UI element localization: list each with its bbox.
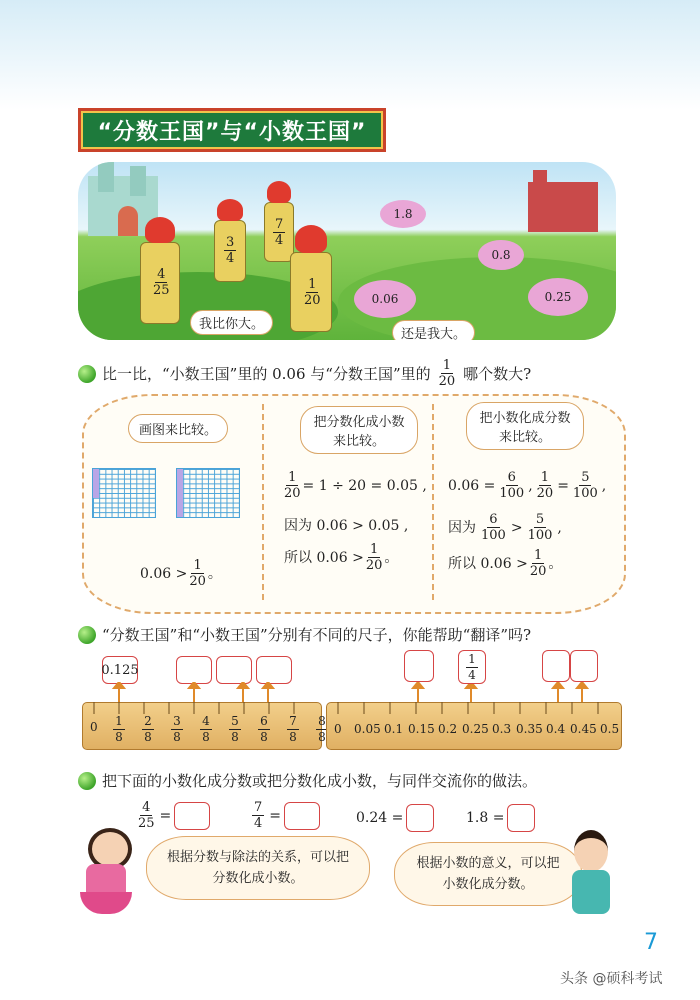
character-fraction: $\frac{1}{20}$ (304, 277, 321, 308)
answer-box[interactable] (174, 802, 210, 830)
answer-box[interactable] (542, 650, 570, 682)
character-fraction: $\frac{3}{4}$ (226, 235, 235, 266)
decimal-creature: 1.8 (380, 200, 426, 228)
method-line: 因为 0.06 > 0.05 , (284, 518, 409, 534)
character-hat (295, 225, 327, 253)
character-fraction: $\frac{4}{25}$ (153, 267, 170, 298)
answer-box[interactable] (406, 804, 434, 832)
method-line: 所以 0.06 > $\frac{1}{20}$ 。 (284, 542, 399, 573)
exercise: $\frac{7}{4}$ = (250, 800, 320, 831)
green-bullet-icon (78, 626, 96, 644)
decimal-creature: 0.8 (478, 240, 524, 270)
answer-box[interactable] (404, 650, 434, 682)
question-text: 把下面的小数化成分数或把分数化成小数，与同伴交流你的做法。 (102, 772, 538, 790)
kingdom-illustration (78, 162, 616, 340)
question-text: “分数王国”和“小数王国”分别有不同的尺子，你能帮助“翻译”吗? (102, 626, 532, 644)
exercise: 0.24 = (356, 804, 434, 832)
watermark: 头条 @硕科考试 (560, 971, 663, 987)
decimal-ruler-ticks (326, 702, 620, 716)
answer-box[interactable] (507, 804, 535, 832)
answer-box[interactable] (256, 656, 292, 684)
divider (432, 404, 434, 600)
character-hat (267, 181, 291, 203)
answer-box[interactable] (570, 650, 598, 682)
page-title: “分数王国”与“小数王国” (78, 108, 386, 152)
fraction-character (140, 242, 180, 324)
question-1 (78, 358, 531, 389)
decimal-creature: 0.25 (528, 278, 588, 316)
question-2 (78, 624, 531, 645)
character-hat (145, 217, 175, 243)
method-result: 0.06 > $\frac{1}{20}$ 。 (140, 558, 222, 589)
speech-bubble-left: 我比你大。 (190, 310, 273, 335)
question-text: 比一比，“小数王国”里的 0.06 与“分数王国”里的 (102, 365, 431, 383)
exercise: 1.8 = (466, 804, 535, 832)
ruler-start-label: 0 (90, 720, 98, 734)
question-text-end: 哪个数大? (463, 365, 532, 383)
green-bullet-icon (78, 772, 96, 790)
hundred-grid (176, 468, 240, 518)
answer-box[interactable] (216, 656, 252, 684)
answer-box-filled: 0.125 (102, 656, 138, 684)
method-cloud: 画图来比较。 (128, 414, 228, 443)
method-line: 因为 $\frac{6}{100}$ > $\frac{5}{100}$ , (448, 512, 562, 543)
boy-tip-bubble: 根据小数的意义，可以把小数化成分数。 (394, 842, 582, 906)
exercise: $\frac{4}{25}$ = (136, 800, 210, 831)
method-cloud: 把小数化成分数来比较。 (466, 402, 584, 450)
divider (262, 404, 264, 600)
method-line: 0.06 = $\frac{6}{100}$ , $\frac{1}{20}$ = $\frac{5}{100}$ , (448, 470, 607, 501)
decimal-tick-labels: 0 0.05 0.1 0.15 0.2 0.25 0.3 0.35 0.4 0.45 0.5 (334, 722, 620, 736)
method-line: $\frac{1}{20}$ = 1 ÷ 20 = 0.05 , (284, 470, 427, 501)
answer-box[interactable] (176, 656, 212, 684)
green-bullet-icon (78, 365, 96, 383)
speech-bubble-right: 还是我大。 (392, 320, 475, 340)
girl-character (76, 828, 136, 918)
fraction-character (214, 220, 246, 282)
answer-box-filled: $\frac{1}{4}$ (458, 650, 486, 684)
girl-tip-bubble: 根据分数与除法的关系，可以把分数化成小数。 (146, 836, 370, 900)
answer-box[interactable] (284, 802, 320, 830)
method-line: 所以 0.06 > $\frac{1}{20}$ 。 (448, 548, 563, 579)
boy-character (566, 830, 616, 914)
fraction-tick-labels: $\frac{1}{8}$ $\frac{2}{8}$ $\frac{3}{8}$ $\frac{4}{8}$ $\frac{5}{8}$ $\frac{6}{8}$ $\frac{7}{8}$ $\frac{8}{8}$ (115, 714, 326, 744)
decimal-creature: 0.06 (354, 280, 416, 318)
fraction-character (290, 252, 332, 332)
question-3 (78, 770, 537, 791)
ruler-arrows (80, 682, 620, 704)
method-cloud: 把分数化成小数来比较。 (300, 406, 418, 454)
question-fraction: $\frac{1}{20}$ (438, 358, 456, 389)
character-hat (217, 199, 243, 221)
fraction-character (264, 202, 294, 262)
character-fraction: $\frac{7}{4}$ (275, 217, 284, 248)
hundred-grid (92, 468, 156, 518)
page-number: 7 (644, 930, 658, 955)
